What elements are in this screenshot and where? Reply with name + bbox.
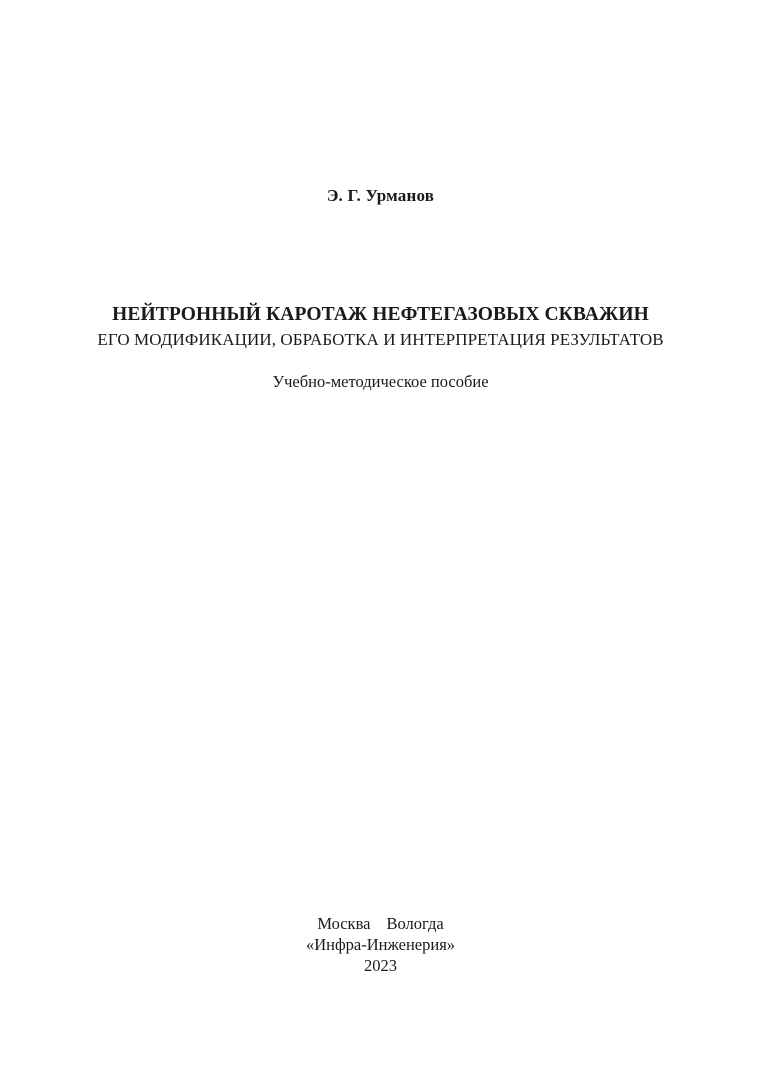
imprint-publisher: «Инфра-Инженерия» [305,935,456,954]
book-subtitle: ЕГО МОДИФИКАЦИИ, ОБРАБОТКА И ИНТЕРПРЕТАЦИЯ РЕЗУЛЬТАТОВ [97,330,664,349]
document-type: Учебно-методическое пособие [272,372,489,391]
imprint-year: 2023 [364,956,397,975]
author-name: Э. Г. Урманов [326,186,435,205]
book-title: НЕЙТРОННЫЙ КАРОТАЖ НЕФТЕГАЗОВЫХ СКВАЖИН [112,304,649,325]
imprint-city-moscow: Москва [317,914,371,933]
imprint-cities [0,914,761,934]
imprint-city-vologda: Вологда [386,914,444,933]
